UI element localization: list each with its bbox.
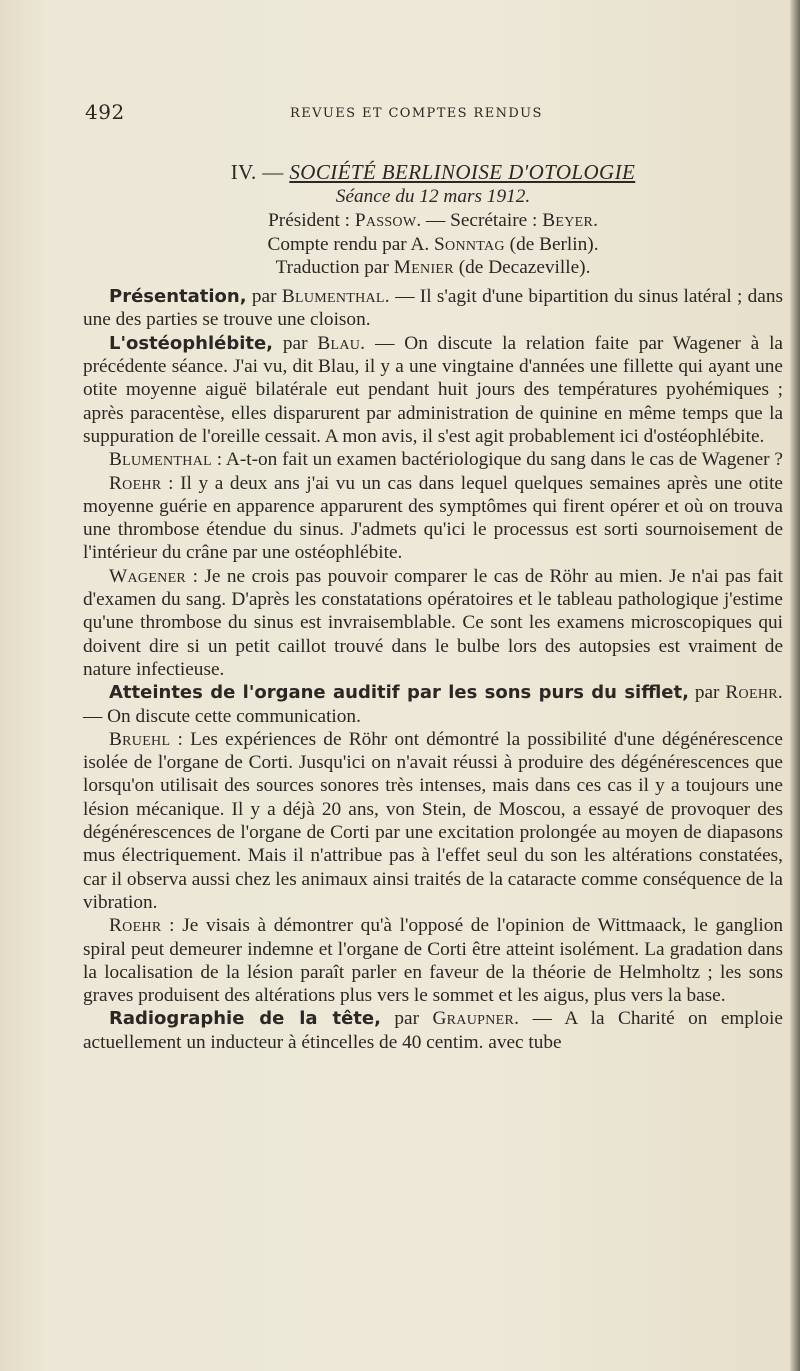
paragraph-blumenthal: [83, 448, 783, 471]
secretary-label: — Secrétaire :: [426, 210, 538, 232]
paragraph-heading: L'ostéophlébite,: [109, 332, 274, 354]
paragraph-roehr-2: [83, 914, 783, 1007]
article-body: [83, 160, 783, 1054]
report-line: [83, 233, 783, 256]
running-title: REVUES ET COMPTES RENDUS: [290, 106, 543, 121]
paragraph-presentation: [83, 285, 783, 332]
paragraph-text: : Il y a deux ans j'ai vu un cas dans lequel quelques semaines après une otite moyenne guérie en apparence apparurent des symptômes qui firent opérer et où on trouva une thrombose étendue du sinus. J'admets qu'ici le processus est sorti sournoisement de l'intérieur du crâne par une ostéophlébite.: [83, 472, 783, 564]
report-place: (de Berlin).: [509, 233, 599, 255]
by-word: par: [394, 1008, 419, 1030]
running-header: [85, 100, 785, 130]
section-number: IV. —: [230, 160, 284, 184]
president-name: Passow: [354, 210, 417, 232]
paragraph-bruehl: [83, 728, 783, 914]
by-word: par: [251, 286, 277, 308]
paragraph-text: : Je visais à démontrer qu'à l'opposé de l'opinion de Wittmaack, le ganglion spiral peut demeurer indemne et l'organe de Corti être atteint isolément. La gradation dans la localisation de la lésion paraît parler en faveur de la théorie de Helmholtz ; les sons graves produisent des altérations plus vers le sommet et les aigus, plus vers la base.: [83, 915, 783, 1007]
paragraph-text: — On discute cette communication.: [83, 705, 361, 727]
translator-name: Menier: [393, 256, 454, 278]
officers-line: Président : Passow. — Secrétaire : Beyer.: [268, 210, 598, 232]
speaker-name: Blumenthal: [109, 449, 212, 471]
paragraph-heading: Atteintes de l'organe auditif par les sons purs du sifflet,: [109, 682, 689, 704]
section-title: SOCIÉTÉ BERLINOISE D'OTOLOGIE: [289, 160, 636, 184]
translation-label: Traduction par: [275, 256, 389, 278]
report-label: Compte rendu par A.: [267, 233, 430, 255]
by-word: par: [694, 682, 720, 704]
paragraph-heading: Présentation,: [109, 286, 247, 308]
speaker-name: Blau.: [317, 332, 366, 354]
secretary-name: Beyer: [542, 210, 594, 232]
paragraph-wagener: [83, 565, 783, 681]
paragraph-text: : Les expériences de Röhr ont démontré la possibilité d'une dégénérescence isolée de l'organe de Corti. Jusqu'ici on n'avait réussi à produire des dégénérescences que lorsqu'on utilisait des sources sonores très intenses, mais dans ces cas il y a toujours une lésion mécanique. Il y a déjà 20 ans, von Stein, de Moscou, a essayé de provoquer des dégénérescences de l'organe de Corti par une excitation prolongée au moyen de diapasons mus électriquement. Mais il n'attribue pas à l'effet seul du son les altérations constatées, car il observa aussi chez les animaux ainsi traités de la cataracte comme conséquence de la vibration.: [83, 728, 783, 913]
paragraph-text: — A la Charité on emploie actuellement un inducteur à étincelles de 40 centim. avec tube: [83, 1008, 783, 1053]
by-word: par: [282, 332, 308, 354]
paragraph-roehr-1: [83, 472, 783, 565]
speaker-name: Roehr.: [725, 682, 783, 704]
speaker-name: Wagener: [109, 565, 187, 587]
paragraph-osteophlebite: [83, 332, 783, 448]
speaker-name: Bruehl: [109, 728, 171, 750]
paragraph-text: : Je ne crois pas pouvoir comparer le cas de Röhr au mien. Je n'ai pas fait d'examen du sang. D'après les constatations opératoires et le tableau pathologique j'estime qu'une thrombose du sinus est invraisemblable. Ce sont les examens microscopiques qui doivent dire si un petit caillot trouvé dans le bulbe lors des autopsies est vraiment de nature infectieuse.: [83, 565, 783, 680]
section-heading: [83, 160, 783, 185]
speaker-name: Graupner.: [432, 1008, 520, 1030]
page-edge-shadow: [790, 0, 800, 1371]
translation-line: [83, 256, 783, 279]
speaker-name: Roehr: [109, 472, 162, 494]
speaker-name: Blumenthal.: [281, 286, 390, 308]
paragraph-text: — On discute la relation faite par Wagener à la précédente séance. J'ai vu, dit Blau, il y a une vingtaine d'années une fillette qui ayant une otite moyenne aiguë bilatérale eut pendant huit jours des températures pyohémiques ; après paracentèse, elles disparurent par administration de quinine en même temps que la suppuration de l'oreille cessait. A mon avis, il s'est agit probablement ici d'ostéophlébite.: [83, 332, 783, 447]
paragraph-heading: Radiographie de la tête,: [109, 1008, 381, 1030]
report-author: Sonntag: [434, 233, 505, 255]
session-date: Séance du 12 mars 1912.: [335, 186, 531, 207]
paragraph-text: : A-t-on fait un examen bactériologique du sang dans le cas de Wagener ?: [216, 449, 783, 471]
translation-place: (de Decazeville).: [458, 256, 591, 278]
paragraph-radiographie: [83, 1007, 783, 1054]
speaker-name: Roehr: [109, 915, 162, 937]
page-number: 492: [85, 100, 125, 124]
paragraph-atteintes: [83, 681, 783, 728]
paragraph-text: — Il s'agit d'une bipartition du sinus latéral ; dans une des parties se trouve une cloison.: [83, 286, 783, 331]
president-label: Président :: [268, 210, 350, 232]
